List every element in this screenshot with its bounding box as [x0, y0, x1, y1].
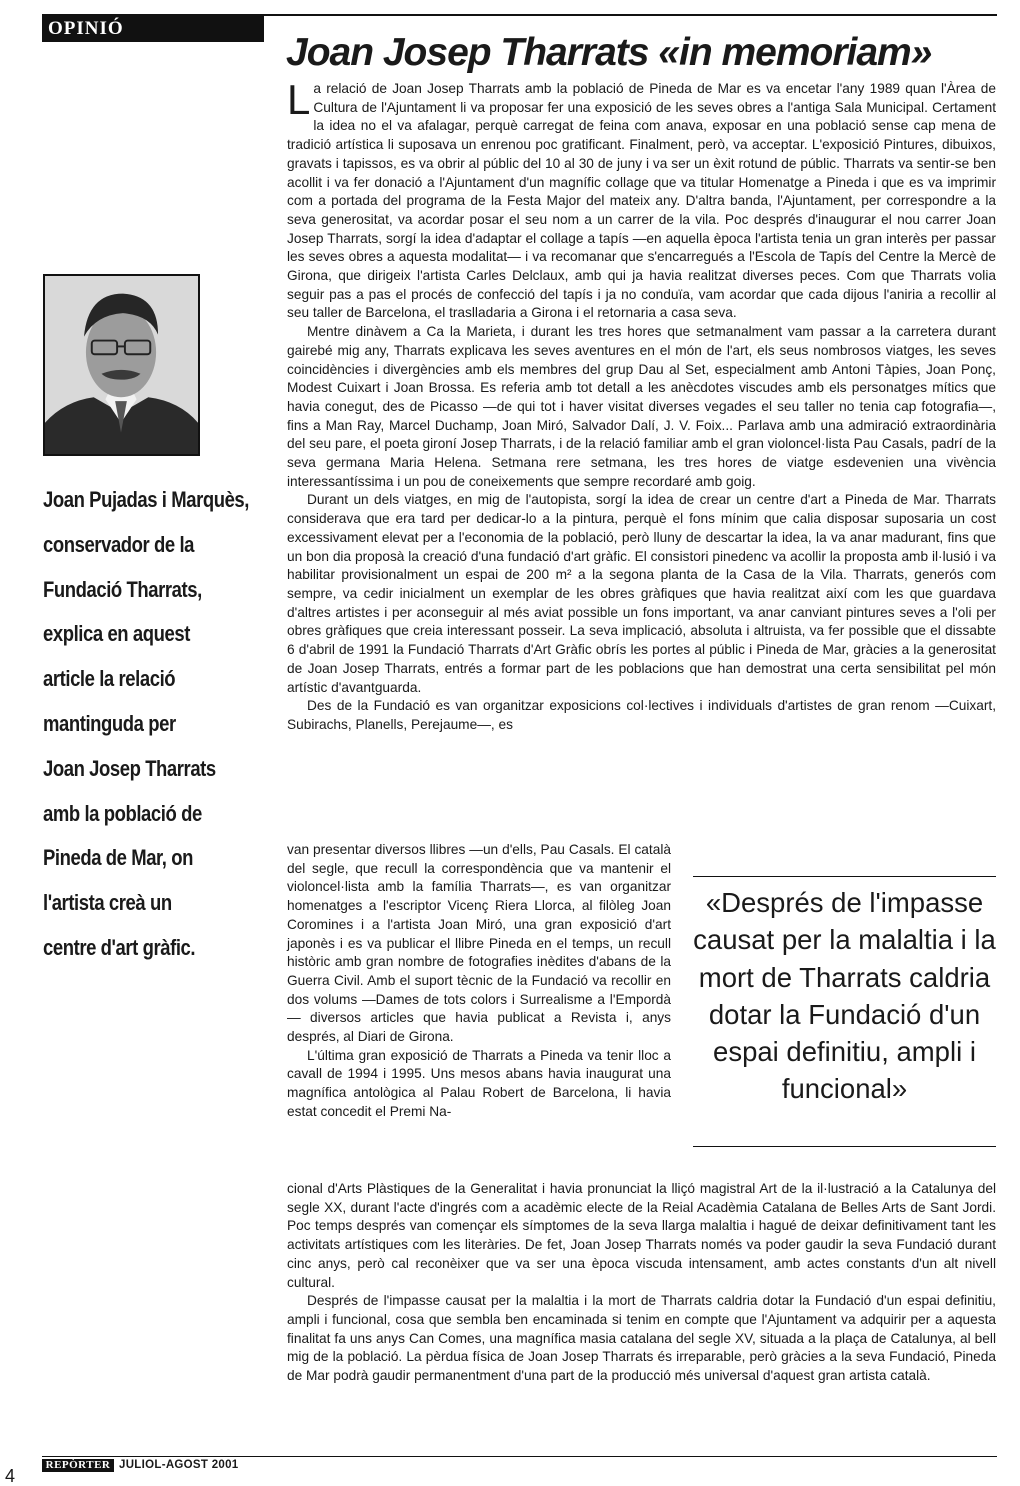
- intro-line: Fundació Tharrats,: [43, 576, 202, 602]
- paragraph-2: Mentre dinàvem a Ca la Marieta, i durant les tres hores que setmanalment vam passar a la carretera durant gairebé mig any, Tharrats explicava les seves aventures en el món de l'art, els seus nombrosos viatges, les seves coincidències i divergències amb els membres del grup Dau al Set, especialment amb Antoni Tàpies, Joan Ponç, Modest Cuixart i Joan Brossa. Es referia amb tot detall a les anècdotes viscudes amb els personatges mítics que havia conegut, des de Picasso —de qui tot i haver visitat diverses vegades el seu taller no tenia cap fotografia—, fins a Man Ray, Marcel Duchamp, Joan Miró, Salvador Dalí, J. V. Foix... Parlava amb una admiració extraordinària del seu pare, el poeta gironí Josep Tharrats, i de la relació familiar amb el gran violoncel·lista Pau Casals, padrí de la seva germana Maria Helena. Setmana rere setmana, les tres hores de viatge esdevenien una vivència interessantíssima i un pou de coneixements que sempre recordaré amb goig.: [287, 324, 996, 489]
- intro-line: l'artista creà un: [43, 890, 172, 916]
- section-label: OPINIÓ: [48, 18, 124, 39]
- paragraph-5-start: L'última gran exposició de Tharrats a Pineda va tenir lloc a cavall de 1994 i 1995. Uns mesos abans havia inaugurat una magnífica antològica al Palau Robert de Barcelona, li havia estat concedit el Premi Na-: [287, 1047, 671, 1119]
- intro-line: Joan Pujadas i Marquès,: [43, 487, 250, 512]
- page-number: 4: [5, 1466, 16, 1486]
- pullquote-rule-bottom: [693, 1146, 996, 1147]
- magazine-logo: REPÒRTER: [42, 1459, 114, 1472]
- article-body-top: [287, 76, 996, 735]
- issue-date: JULIOL-AGOST 2001: [119, 1459, 239, 1471]
- paragraph-3: Durant un dels viatges, en mig de l'autopista, sorgí la idea de crear un centre d'art a Pineda de Mar. Tharrats considerava que era tard per dedicar-lo a la pintura, perquè el fons mínim que calia disposar suposaria un cost excessivament elevat per a l'economia de la població, però lluny de descartar la idea, la va anar madurant, fins que un bon dia proposà la creació d'una fundació d'art gràfic. El consistori pinedenc va acollir la proposta amb il·lusió i va habilitar provisionalment un espai de 200 m² a la segona planta de la Casa de la Vila. Tharrats, generós com sempre, va cedir inicialment un exemplar de les obres gràfiques que havia realitzat així com les que guardava d'altres artistes i per aconseguir al més aviat possible un fons important, va anar canviant pintures seves a l'oli per obres gràfiques que creia interessant posseir. La seva implicació, absoluta i altruista, va fer possible que el dissabte 6 d'abril de 1991 la Fundació Tharrats d'Art Gràfic obrís les portes al públic i Pineda de Mar, gràcies a la generositat de Joan Josep Tharrats, entrés a formar part de les poblacions que han demostrat una certa sensibilitat pel món artístic d'avantguarda.: [287, 492, 996, 695]
- intro-line: Pineda de Mar, on: [43, 845, 193, 871]
- intro-line: centre d'art gràfic.: [43, 934, 196, 960]
- paragraph-1-text: a relació de Joan Josep Tharrats amb la població de Pineda de Mar es va encetar l'any 1989 quan l'Àrea de Cultura de l'Ajuntament li va proposar fer una exposició de les seves obres a l'antiga Sala Municipal. Certament la idea no el va afalagar, perquè carregat de feina com anava, exposar en una població sense cap mena de tradició artística li suposava un enrenou poc gratificant. Finalment, però, va acceptar. L'exposició Pintures, dibuixos, gravats i tapissos, es va obrir al públic del 10 al 30 de juny i va ser un èxit rotund de públic. Tharrats va sentir-se ben acollit i va fer donació a l'Ajuntament d'un magnífic collage que va titular Homenatge a Pineda i que es va imprimir com a portada del programa de la Festa Major del mateix any. D'altra banda, l'Ajuntament, per correspondre a la seva generositat, va acordar posar el seu nom a un carrer de la vila. Poc després d'inaugurar el nou carrer Joan Josep Tharrats, sorgí la idea d'adaptar el collage a tapís —en aquella època l'artista tenia un gran interès per passar les seves obres a aquesta modalitat— i va recomanar que s'encarregués a l'Escola de Tapís del Centre la Mercè de Girona, que dirigeix l'artista Carles Delclaux, amb qui ja havia realitzat diverses peces. Com que Tharrats volia seguir pas a pas el procés de confecció del tapís i ja no conduïa, vam acordar que cada dijous l'aniria a recollir al seu taller de Barcelona, el traslladaria a Girona i el retornaria a casa seva.: [287, 81, 996, 321]
- article-headline: Joan Josep Tharrats «in memoriam»: [286, 31, 932, 74]
- paragraph-4-cont: van presentar diversos llibres —un d'ells, Pau Casals. El català del segle, que recull la correspondència que va mantenir el violoncel·lista amb la família Tharrats—, es van organitzar homenatges a l'escriptor Vicenç Riera Llorca, al filòleg Joan Coromines i a l'artista Joan Miró, una gran exposició d'art japonès i es va publicar el llibre Pineda en el temps, un recull històric amb gran nombre de fotografies inèdites d'abans de la Guerra Civil. Amb el suport tècnic de la Fundació va recollir en dos volums —Dames de tots colors i Surrealisme a l'Empordà— diversos articles que havia publicat a Revista i, anys després, al Diari de Girona.: [287, 842, 671, 1045]
- pull-quote: «Després de l'impasse causat per la malaltia i la mort de Tharrats caldria dotar la Fundació d'un espai definitiu, ampli i funcional»: [693, 887, 996, 1105]
- author-photo: [43, 274, 200, 456]
- paragraph-5-cont: cional d'Arts Plàstiques de la Generalitat i havia pronunciat la lliçó magistral Art de la il·lustració a la Catalunya del segle XX, durant l'acte d'ingrés com a acadèmic electe de la Reial Acadèmia Catalana de Belles Arts de Sant Jordi. Poc temps després van començar els símptomes de la seva llarga malaltia i hagué de deixar definitivament tant les activitats artístiques com les literàries. De fet, Joan Josep Tharrats només va poder gaudir la seva Fundació durant cinc anys, però cal reconèixer que va ser una època viscuda intensament, amb actes constants d'un alt nivell cultural.: [287, 1181, 996, 1290]
- author-intro: [43, 478, 250, 971]
- intro-line: Joan Josep Tharrats: [43, 755, 216, 781]
- intro-line: mantinguda per: [43, 710, 176, 736]
- paragraph-6: Després de l'impasse causat per la malaltia i la mort de Tharrats caldria dotar la Fundació d'un espai definitiu, ampli i funcional, cosa que sembla ben encaminada si tenim en compte que l'Ajuntament va adquirir per a aquesta finalitat fa uns anys Can Comes, una magnífica masia catalana del segle XV, situada a la plaça de Catalunya, al bell mig de la població. La pèrdua física de Joan Josep Tharrats és irreparable, però gràcies a la seva Fundació, Pineda de Mar podrà gaudir permanentment d'una part de la producció més universal d'aquest gran artista català.: [287, 1293, 996, 1384]
- intro-line: article la relació: [43, 666, 176, 692]
- intro-line: conservador de la: [43, 531, 195, 557]
- article-body-narrow: [287, 841, 671, 1122]
- article-body-bottom: [287, 1180, 996, 1386]
- paragraph-4-start: Des de la Fundació es van organitzar exposicions col·lectives i individuals d'artistes de gran renom —Cuixart, Subirachs, Planells, Perejaume—, es: [287, 698, 996, 732]
- drop-cap: L: [287, 76, 311, 123]
- intro-line: explica en aquest: [43, 621, 190, 647]
- intro-line: amb la població de: [43, 800, 202, 826]
- section-tag: [42, 16, 264, 42]
- bottom-rule: [42, 1456, 997, 1457]
- pullquote-rule-top: [693, 876, 996, 877]
- paragraph-1: [287, 76, 996, 323]
